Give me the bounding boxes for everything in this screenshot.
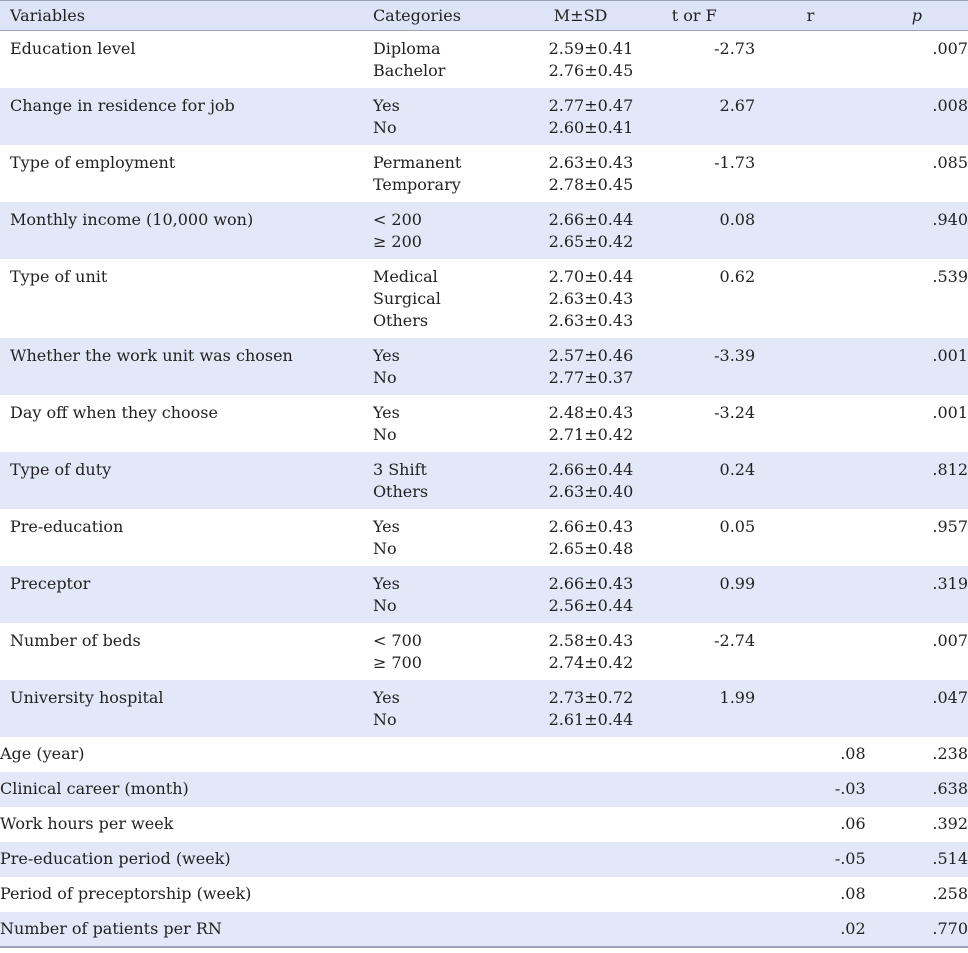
- cell-t-or-f: [633, 807, 755, 842]
- cell-r: [755, 88, 866, 145]
- category-label: Yes: [372, 573, 400, 593]
- msd-value: 2.71±0.42: [548, 424, 634, 444]
- cell-msd: [528, 772, 633, 807]
- cell-p: .812: [932, 459, 968, 479]
- msd-value: 2.65±0.48: [548, 538, 634, 558]
- cell-t-or-f: [633, 877, 755, 912]
- cell-msd: [528, 88, 633, 145]
- category-label: Permanent: [372, 152, 462, 172]
- cell-variable: Change in residence for job: [10, 95, 235, 115]
- category-label: Medical: [372, 266, 438, 286]
- cell-msd: [528, 842, 633, 877]
- cell-variable: Type of unit: [10, 266, 108, 286]
- cell-r: .08: [840, 883, 866, 903]
- cell-variable: Type of duty: [10, 459, 112, 479]
- cell-r: .08: [840, 743, 866, 763]
- category-label: Yes: [372, 345, 400, 365]
- cell-variable: Clinical career (month): [0, 778, 189, 798]
- msd-value: 2.76±0.45: [548, 61, 634, 81]
- msd-value: 2.56±0.44: [548, 595, 634, 615]
- msd-value: 2.77±0.47: [548, 95, 634, 115]
- category-label: Others: [372, 311, 429, 331]
- cell-r: [755, 509, 866, 566]
- table-row: [0, 452, 968, 509]
- cell-categories: [373, 772, 528, 807]
- cell-r: [755, 338, 866, 395]
- table-row: [0, 31, 968, 88]
- table-row: [0, 737, 968, 772]
- table-row: [0, 877, 968, 912]
- cell-categories: [373, 737, 528, 772]
- table-row: [0, 912, 968, 947]
- cell-categories: [373, 877, 528, 912]
- table-row: [0, 202, 968, 259]
- cell-variable: Day off when they choose: [10, 402, 218, 422]
- cell-t-or-f: -3.39: [714, 345, 756, 365]
- category-label: Yes: [372, 687, 400, 707]
- cell-r: [755, 259, 866, 338]
- cell-msd: [528, 259, 633, 338]
- cell-categories: [373, 807, 528, 842]
- category-label: Yes: [372, 402, 400, 422]
- category-label: No: [372, 595, 397, 615]
- cell-msd: [528, 31, 633, 88]
- cell-msd: [528, 509, 633, 566]
- cell-r: [755, 566, 866, 623]
- header-categories: Categories: [372, 6, 461, 25]
- cell-r: [755, 452, 866, 509]
- cell-msd: [528, 145, 633, 202]
- msd-value: 2.63±0.43: [548, 311, 634, 331]
- msd-value: 2.63±0.40: [548, 481, 634, 501]
- cell-p: .007: [932, 630, 968, 650]
- cell-r: [755, 623, 866, 680]
- cell-p: .047: [932, 687, 968, 707]
- table-row: [0, 566, 968, 623]
- cell-p: .940: [932, 209, 968, 229]
- category-label: No: [372, 424, 397, 444]
- table-body: [0, 31, 968, 947]
- msd-value: 2.58±0.43: [548, 630, 634, 650]
- cell-p: .638: [932, 778, 968, 798]
- cell-msd: [528, 912, 633, 947]
- category-label: Others: [372, 481, 429, 501]
- msd-value: 2.66±0.43: [548, 573, 634, 593]
- table-row: [0, 88, 968, 145]
- cell-msd: [528, 395, 633, 452]
- msd-value: 2.61±0.44: [548, 709, 634, 729]
- table-row: [0, 842, 968, 877]
- category-label: Temporary: [372, 174, 461, 194]
- category-label: No: [372, 367, 397, 387]
- cell-r: -.05: [834, 848, 866, 868]
- table-row: [0, 338, 968, 395]
- category-label: ≥ 700: [372, 652, 422, 672]
- cell-categories: [373, 338, 528, 395]
- msd-value: 2.74±0.42: [548, 652, 634, 672]
- header-r: r: [806, 6, 815, 25]
- msd-value: 2.60±0.41: [548, 117, 634, 137]
- cell-categories: [373, 509, 528, 566]
- cell-t-or-f: 0.99: [719, 573, 756, 593]
- cell-msd: [528, 877, 633, 912]
- cell-variable: Period of preceptorship (week): [0, 883, 252, 903]
- cell-p: .007: [932, 39, 968, 58]
- cell-p: .085: [932, 152, 968, 172]
- msd-value: 2.78±0.45: [548, 174, 634, 194]
- cell-r: [755, 145, 866, 202]
- category-label: < 700: [372, 630, 422, 650]
- table-row: [0, 680, 968, 737]
- table-row: [0, 395, 968, 452]
- cell-t-or-f: [633, 842, 755, 877]
- cell-variable: Number of beds: [10, 630, 141, 650]
- category-label: Yes: [372, 516, 400, 536]
- cell-categories: [373, 680, 528, 737]
- cell-categories: [373, 31, 528, 88]
- msd-value: 2.48±0.43: [548, 402, 634, 422]
- cell-msd: [528, 566, 633, 623]
- msd-value: 2.65±0.42: [548, 231, 634, 251]
- cell-r: [755, 31, 866, 88]
- category-label: Bachelor: [372, 61, 446, 81]
- cell-categories: [373, 259, 528, 338]
- cell-variable: University hospital: [10, 687, 164, 707]
- cell-categories: [373, 202, 528, 259]
- cell-p: .319: [932, 573, 968, 593]
- msd-value: 2.66±0.44: [548, 209, 634, 229]
- cell-t-or-f: -3.24: [714, 402, 756, 422]
- cell-r: [755, 680, 866, 737]
- cell-r: -.03: [834, 778, 866, 798]
- cell-t-or-f: [633, 737, 755, 772]
- category-label: No: [372, 117, 397, 137]
- cell-msd: [528, 737, 633, 772]
- cell-t-or-f: [633, 912, 755, 947]
- header-msd: M±SD: [553, 6, 608, 25]
- cell-msd: [528, 623, 633, 680]
- cell-t-or-f: 1.99: [719, 687, 756, 707]
- cell-categories: [373, 452, 528, 509]
- header-variables: Variables: [10, 6, 85, 25]
- cell-r: [755, 395, 866, 452]
- cell-t-or-f: 0.05: [719, 516, 756, 536]
- msd-value: 2.73±0.72: [548, 687, 634, 707]
- msd-value: 2.57±0.46: [548, 345, 634, 365]
- cell-r: [755, 202, 866, 259]
- cell-t-or-f: 2.67: [719, 95, 756, 115]
- cell-msd: [528, 202, 633, 259]
- cell-variable: Monthly income (10,000 won): [10, 209, 254, 229]
- category-label: Surgical: [372, 288, 441, 308]
- msd-value: 2.66±0.43: [548, 516, 634, 536]
- cell-t-or-f: 0.24: [719, 459, 756, 479]
- cell-p: .238: [932, 743, 968, 763]
- cell-categories: [373, 145, 528, 202]
- cell-categories: [373, 395, 528, 452]
- msd-value: 2.70±0.44: [548, 266, 634, 286]
- cell-variable: Pre-education: [10, 516, 124, 536]
- cell-categories: [373, 912, 528, 947]
- cell-categories: [373, 842, 528, 877]
- cell-r: .02: [840, 918, 866, 938]
- cell-variable: Type of employment: [10, 152, 176, 172]
- category-label: 3 Shift: [372, 459, 427, 479]
- category-label: Yes: [372, 95, 400, 115]
- cell-msd: [528, 680, 633, 737]
- msd-value: 2.63±0.43: [548, 288, 634, 308]
- category-label: ≥ 200: [372, 231, 422, 251]
- cell-categories: [373, 623, 528, 680]
- cell-p: .392: [932, 813, 968, 833]
- table-row: [0, 807, 968, 842]
- table-row: [0, 772, 968, 807]
- cell-t-or-f: -2.73: [714, 39, 756, 58]
- cell-variable: Education level: [10, 39, 136, 58]
- header-p: p: [911, 6, 922, 25]
- cell-p: .258: [932, 883, 968, 903]
- cell-t-or-f: [633, 772, 755, 807]
- cell-variable: Whether the work unit was chosen: [10, 345, 293, 365]
- table-row: [0, 145, 968, 202]
- cell-t-or-f: -1.73: [714, 152, 756, 172]
- cell-msd: [528, 452, 633, 509]
- table-header-row: [0, 1, 968, 31]
- cell-p: .770: [932, 918, 968, 938]
- table-row: [0, 623, 968, 680]
- cell-p: .539: [932, 266, 968, 286]
- cell-t-or-f: 0.08: [719, 209, 756, 229]
- cell-p: .001: [932, 402, 968, 422]
- msd-value: 2.59±0.41: [548, 39, 634, 58]
- cell-p: .001: [932, 345, 968, 365]
- cell-categories: [373, 566, 528, 623]
- cell-categories: [373, 88, 528, 145]
- cell-variable: Pre-education period (week): [0, 848, 231, 868]
- cell-r: .06: [840, 813, 866, 833]
- table-row: [0, 259, 968, 338]
- cell-variable: Age (year): [0, 743, 85, 763]
- cell-p: .008: [932, 95, 968, 115]
- cell-variable: Preceptor: [10, 573, 91, 593]
- table-row: [0, 509, 968, 566]
- category-label: No: [372, 709, 397, 729]
- cell-p: .514: [932, 848, 968, 868]
- cell-variable: Work hours per week: [0, 813, 174, 833]
- cell-msd: [528, 338, 633, 395]
- cell-t-or-f: -2.74: [714, 630, 756, 650]
- msd-value: 2.66±0.44: [548, 459, 634, 479]
- category-label: Diploma: [372, 39, 441, 58]
- header-t-or-f: t or F: [671, 6, 717, 25]
- cell-p: .957: [932, 516, 968, 536]
- cell-t-or-f: 0.62: [719, 266, 756, 286]
- category-label: No: [372, 538, 397, 558]
- msd-value: 2.63±0.43: [548, 152, 634, 172]
- cell-variable: Number of patients per RN: [0, 918, 222, 938]
- category-label: < 200: [372, 209, 422, 229]
- msd-value: 2.77±0.37: [548, 367, 634, 387]
- cell-msd: [528, 807, 633, 842]
